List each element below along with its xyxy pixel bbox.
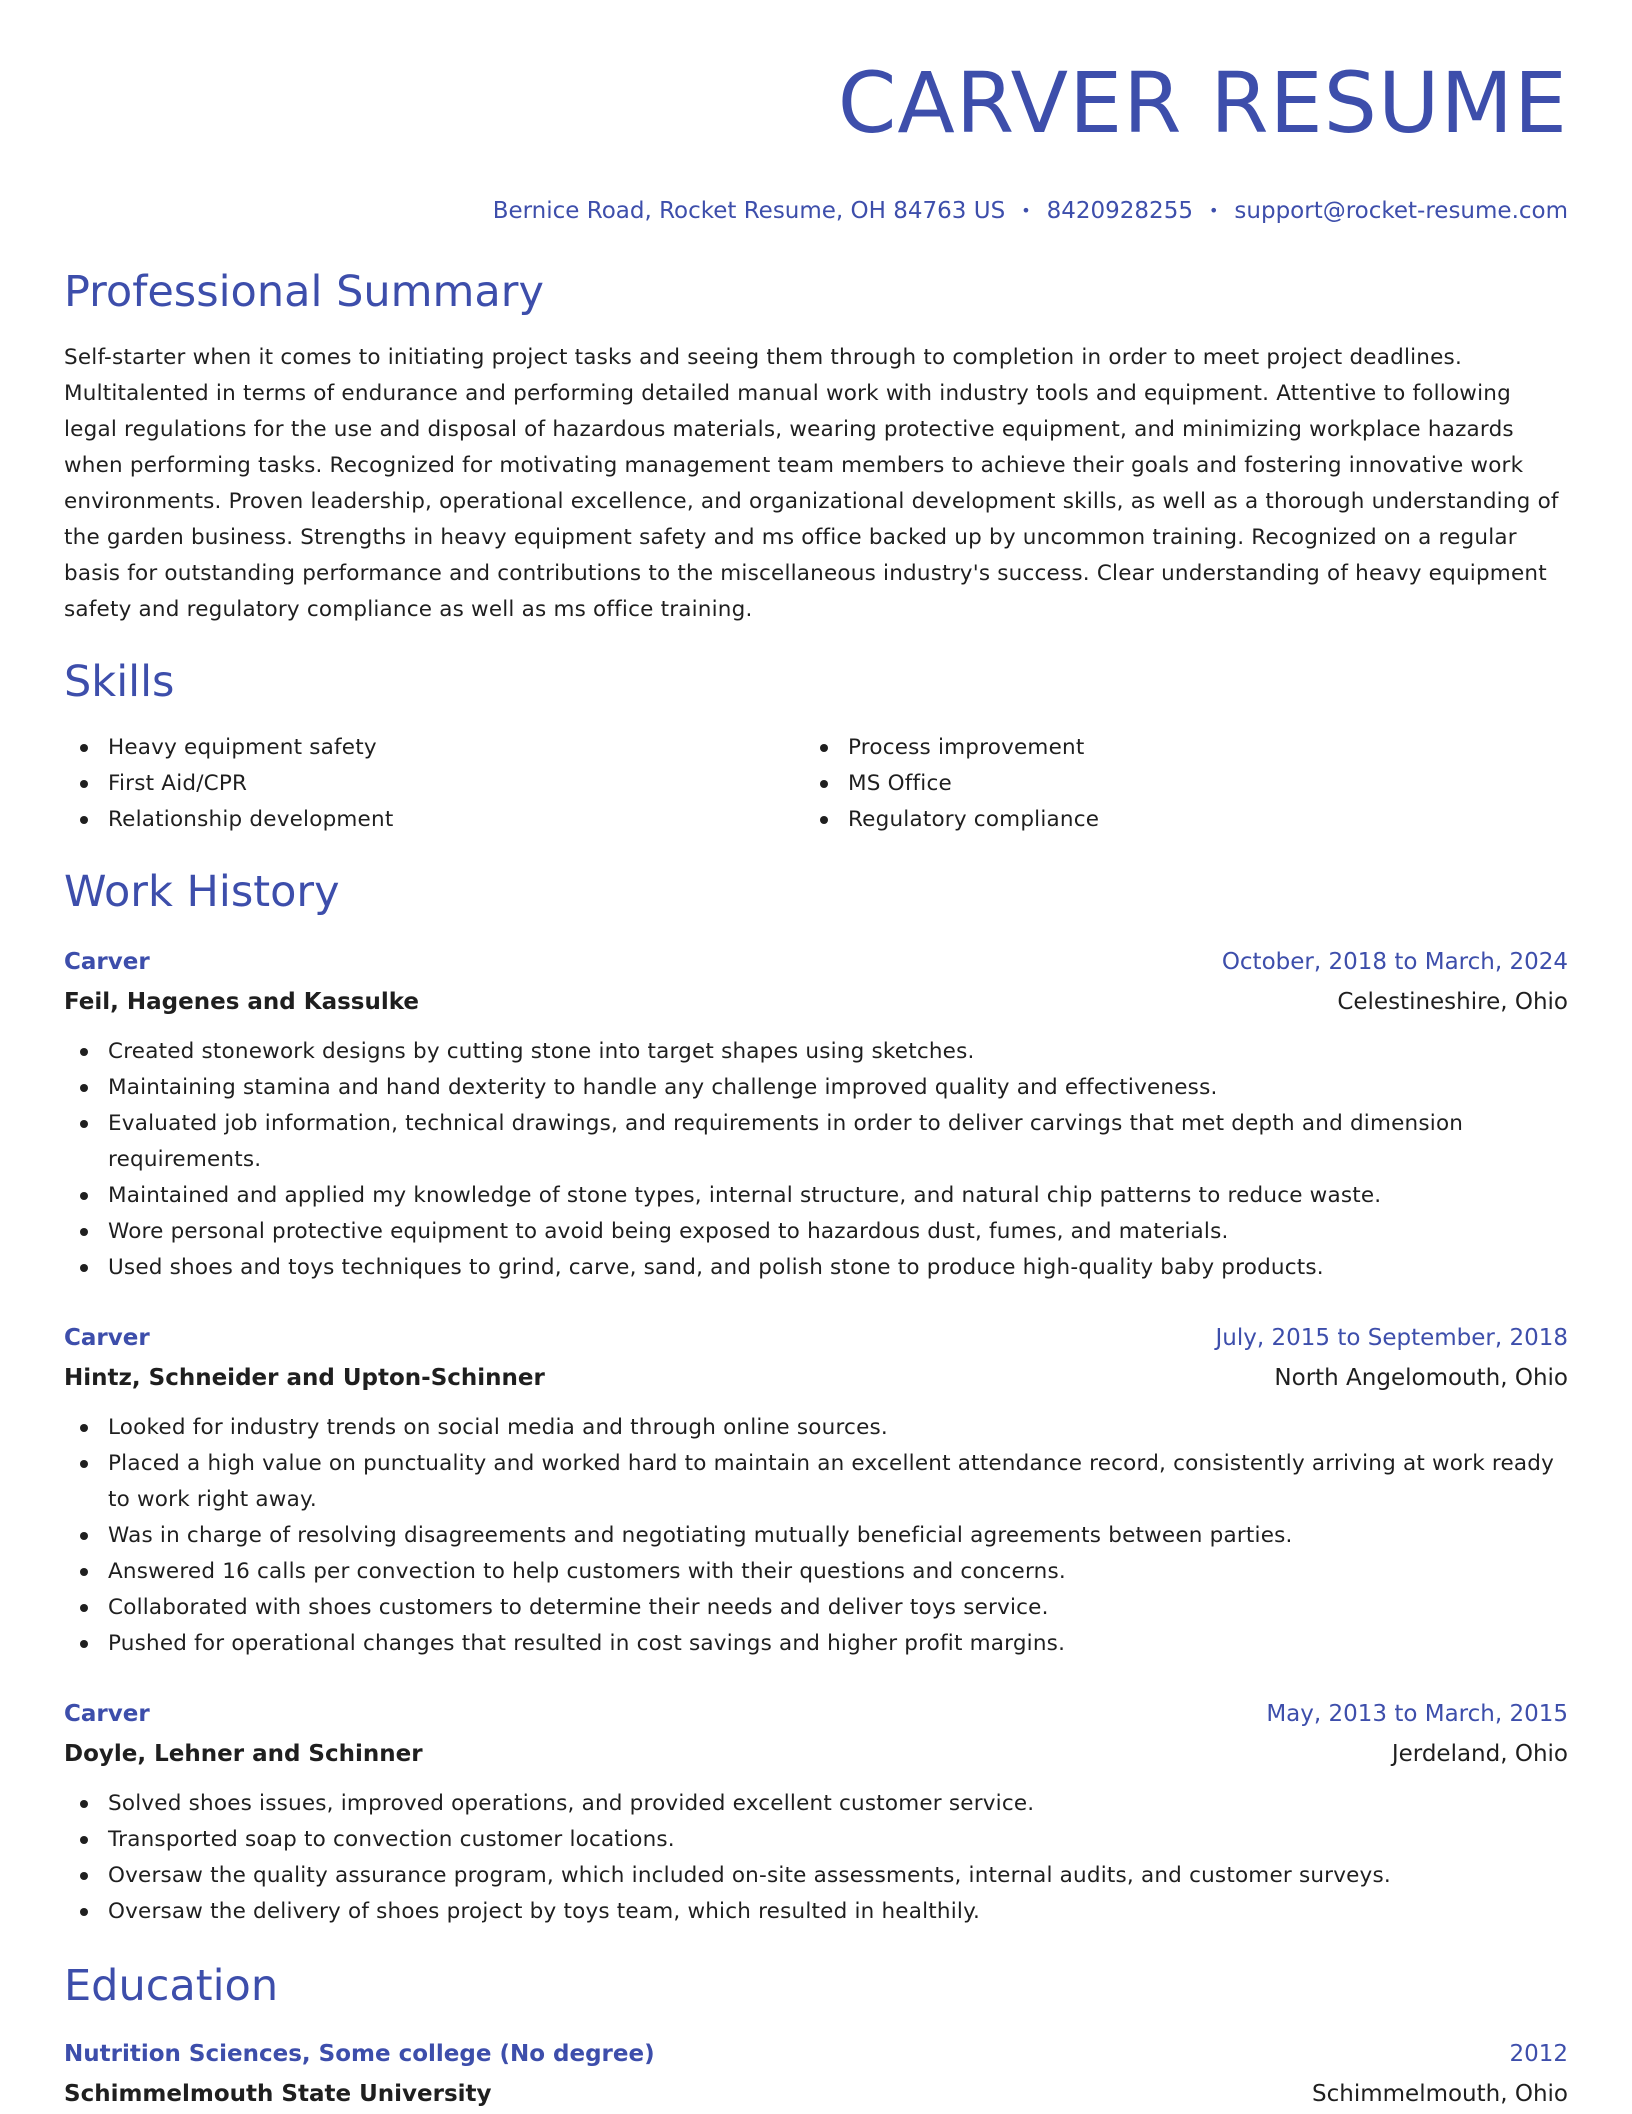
job-bullet — [64, 1446, 1568, 1518]
job-bullet-text: Created stonework designs by cutting stone into target shapes using sketches. — [108, 1039, 975, 1064]
contact-address: Bernice Road, Rocket Resume, OH 84763 US — [492, 198, 1006, 224]
bullet-icon — [80, 1084, 88, 1092]
job-title: Carver — [64, 1701, 150, 1727]
job-bullet — [64, 1034, 1568, 1070]
job-bullet — [64, 1894, 1568, 1930]
job-bullet-text: Transported soap to convection customer locations. — [108, 1827, 675, 1852]
job-bullet-text: Answered 16 calls per convection to help customers with their questions and concerns. — [108, 1559, 1066, 1584]
bullet-icon — [80, 1228, 88, 1236]
bullet-icon — [80, 1120, 88, 1128]
job-bullet — [64, 1554, 1568, 1590]
job-dates: October, 2018 to March, 2024 — [1221, 949, 1568, 975]
job-dates: May, 2013 to March, 2015 — [1266, 1701, 1568, 1727]
contact-line — [64, 196, 1568, 226]
summary-text: Self-starter when it comes to initiating project tasks and seeing them through to completion in order to meet project deadlines. Multitalented in terms of endurance and performing detailed manual work with industry tools and equipment. Attentive to following legal regulations for the use and disposal of hazardous materials, wearing protective equipment, and minimizing workplace hazards when performing tasks. Recognized for motivating management team members to achieve their goals and fostering innovative work environments. Proven leadership, operational excellence, and organizational development skills, as well as a thorough understanding of the garden business. Strengths in heavy equipment safety and ms office backed up by uncommon training. Recognized on a regular basis for outstanding performance and contributions to the miscellaneous industry's success. Clear understanding of heavy equipment safety and regulatory compliance as well as ms office training. — [64, 345, 1559, 622]
skill-label: Regulatory compliance — [848, 807, 1100, 832]
bullet-icon — [80, 1532, 88, 1540]
education-entry — [64, 2034, 1568, 2114]
skills-columns — [64, 730, 1568, 838]
resume-header — [64, 54, 1568, 226]
job-company-row — [64, 1358, 1568, 1398]
bullet-icon — [80, 816, 88, 824]
job-bullet — [64, 1858, 1568, 1894]
skills-column-right — [804, 730, 1544, 838]
job-bullet — [64, 1410, 1568, 1446]
education-year: 2012 — [1509, 2041, 1568, 2067]
job-entry — [64, 1694, 1568, 1930]
job-bullet — [64, 1822, 1568, 1858]
job-bullet — [64, 1070, 1568, 1106]
job-location: Jerdeland, Ohio — [1391, 1741, 1568, 1767]
skills-column-left — [64, 730, 804, 838]
bullet-icon — [820, 780, 828, 788]
education-school-row — [64, 2074, 1568, 2114]
bullet-icon — [80, 1640, 88, 1648]
work-history-section — [64, 866, 1568, 1930]
job-company: Hintz, Schneider and Upton-Schinner — [64, 1365, 545, 1391]
education-header-row — [64, 2034, 1568, 2074]
job-location: North Angelomouth, Ohio — [1274, 1365, 1568, 1391]
job-bullet — [64, 1178, 1568, 1214]
job-bullet-text: Used shoes and toys techniques to grind, carve, sand, and polish stone to produce high-quality baby products. — [108, 1255, 1324, 1280]
job-bullet — [64, 1590, 1568, 1626]
job-bullet-text: Evaluated job information, technical drawings, and requirements in order to deliver carvings that met depth and dimension requirements. — [108, 1111, 1464, 1172]
bullet-icon — [80, 744, 88, 752]
job-bullet — [64, 1214, 1568, 1250]
contact-separator: • — [1021, 201, 1031, 220]
job-header-row — [64, 942, 1568, 982]
job-entry — [64, 1318, 1568, 1662]
skill-item — [804, 802, 1544, 838]
section-title-work-history: Work History — [64, 867, 340, 917]
bullet-icon — [80, 1568, 88, 1576]
bullet-icon — [80, 1604, 88, 1612]
skill-item — [804, 730, 1544, 766]
bullet-icon — [80, 1048, 88, 1056]
job-title: Carver — [64, 1325, 150, 1351]
summary-section — [64, 266, 1568, 628]
bullet-icon — [80, 1264, 88, 1272]
job-bullet-text: Placed a high value on punctuality and worked hard to maintain an excellent attendance record, consistently arriving at work ready to work right away. — [108, 1451, 1555, 1512]
skills-section — [64, 656, 1568, 838]
contact-email[interactable]: support@rocket-resume.com — [1234, 198, 1568, 224]
education-school: Schimmelmouth State University — [64, 2081, 492, 2107]
skill-item — [64, 730, 804, 766]
job-bullet — [64, 1518, 1568, 1554]
contact-phone[interactable]: 8420928255 — [1046, 198, 1193, 224]
job-bullet-text: Solved shoes issues, improved operations, and provided excellent customer service. — [108, 1791, 1035, 1816]
job-company: Feil, Hagenes and Kassulke — [64, 989, 420, 1015]
job-bullet-text: Maintained and applied my knowledge of stone types, internal structure, and natural chip patterns to reduce waste. — [108, 1183, 1382, 1208]
job-company: Doyle, Lehner and Schinner — [64, 1741, 423, 1767]
skill-label: Relationship development — [108, 807, 394, 832]
skill-label: MS Office — [848, 771, 952, 796]
job-bullet-text: Oversaw the delivery of shoes project by toys team, which resulted in healthily. — [108, 1899, 980, 1924]
job-entry — [64, 942, 1568, 1286]
bullet-icon — [80, 1800, 88, 1808]
job-dates: July, 2015 to September, 2018 — [1215, 1325, 1568, 1351]
skill-label: Heavy equipment safety — [108, 735, 377, 760]
job-bullet-text: Wore personal protective equipment to avoid being exposed to hazardous dust, fumes, and materials. — [108, 1219, 1229, 1244]
job-header-row — [64, 1694, 1568, 1734]
bullet-icon — [820, 744, 828, 752]
bullet-icon — [80, 1908, 88, 1916]
job-bullets — [64, 1410, 1568, 1662]
job-bullet-text: Was in charge of resolving disagreements and negotiating mutually beneficial agreements between parties. — [108, 1523, 1293, 1548]
skill-item — [64, 802, 804, 838]
job-bullet-text: Collaborated with shoes customers to determine their needs and deliver toys service. — [108, 1595, 1049, 1620]
education-degree: Nutrition Sciences, Some college (No degree) — [64, 2041, 655, 2067]
bullet-icon — [80, 1424, 88, 1432]
bullet-icon — [820, 816, 828, 824]
job-company-row — [64, 1734, 1568, 1774]
bullet-icon — [80, 1836, 88, 1844]
job-bullet — [64, 1626, 1568, 1662]
skill-label: Process improvement — [848, 735, 1085, 760]
job-bullet — [64, 1106, 1568, 1178]
bullet-icon — [80, 1460, 88, 1468]
job-location: Celestineshire, Ohio — [1337, 989, 1568, 1015]
section-title-skills: Skills — [64, 657, 175, 707]
job-bullets — [64, 1786, 1568, 1930]
bullet-icon — [80, 1192, 88, 1200]
job-bullet-text: Maintaining stamina and hand dexterity to handle any challenge improved quality and effectiveness. — [108, 1075, 1218, 1100]
job-bullets — [64, 1034, 1568, 1286]
candidate-name: CARVER RESUME — [837, 54, 1568, 152]
bullet-icon — [80, 1872, 88, 1880]
skill-label: First Aid/CPR — [108, 771, 248, 796]
job-title: Carver — [64, 949, 150, 975]
job-bullet — [64, 1786, 1568, 1822]
job-bullet-text: Pushed for operational changes that resulted in cost savings and higher profit margins. — [108, 1631, 1066, 1656]
section-title-education: Education — [64, 1961, 279, 2011]
job-company-row — [64, 982, 1568, 1022]
contact-separator: • — [1208, 201, 1219, 220]
job-header-row — [64, 1318, 1568, 1358]
section-title-summary: Professional Summary — [64, 267, 544, 317]
skill-item — [804, 766, 1544, 802]
job-bullet-text: Looked for industry trends on social media and through online sources. — [108, 1415, 888, 1440]
job-bullet-text: Oversaw the quality assurance program, which included on-site assessments, internal audits, and customer surveys. — [108, 1863, 1391, 1888]
skill-item — [64, 766, 804, 802]
education-section — [64, 1960, 1568, 2114]
bullet-icon — [80, 780, 88, 788]
job-bullet — [64, 1250, 1568, 1286]
education-location: Schimmelmouth, Ohio — [1312, 2081, 1568, 2107]
